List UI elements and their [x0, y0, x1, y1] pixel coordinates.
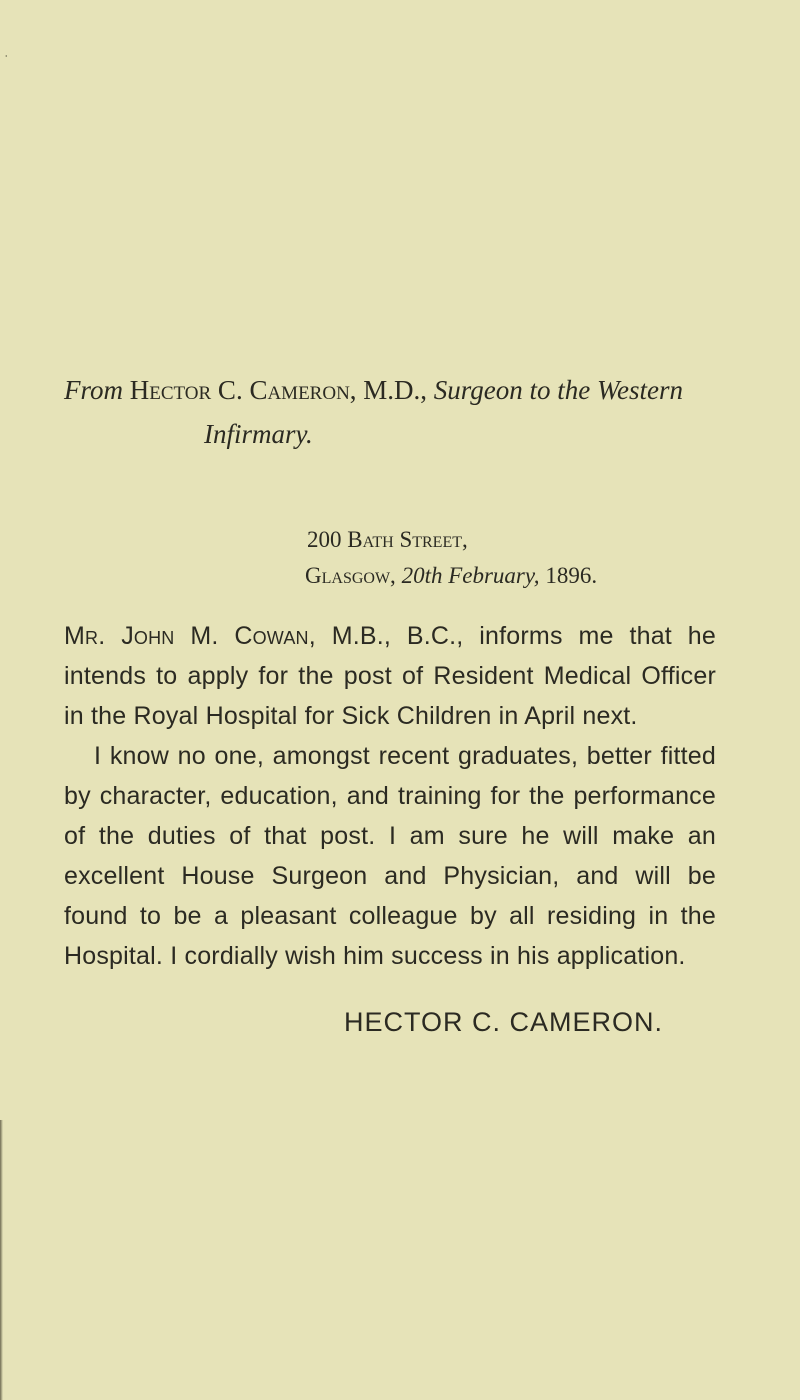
author-name: Hector C. Cameron, M.D., [129, 375, 428, 405]
address-year: 1896. [545, 563, 598, 588]
letter-heading [64, 368, 744, 456]
address-city-date [305, 558, 597, 594]
paragraph-2: I know no one, amongst recent graduates, better fitted by character, education, and training for the performance of the duties of that post. I am sure he will make an excellent House Surgeon and Physician, and will be found to be a pleasant colleague by all residing in the Hospital. I cordially wish him success in his application. [64, 742, 716, 970]
author-role-cont: Infirmary. [204, 419, 313, 449]
address-block [305, 522, 597, 594]
subject-name: Mr. John M. Cowan, [64, 622, 316, 650]
address-date: 20th February, [401, 563, 540, 588]
paragraph-1 [64, 616, 716, 736]
letter-body [64, 616, 716, 976]
print-speck: ˌ [4, 42, 9, 57]
address-city: Glasgow, [305, 563, 396, 588]
address-street: 200 Bath Street, [307, 527, 468, 552]
author-role: Surgeon to the Western [433, 375, 684, 405]
from-label: From [64, 375, 123, 405]
signature: HECTOR C. CAMERON. [344, 1007, 664, 1037]
paragraph-1-text: M.B., B.C., informs me that he intends to apply for the post of Resident Medical Officer in the Royal Hospital for Sick Children in April next. [64, 622, 716, 730]
page-edge-shadow [0, 1120, 3, 1400]
